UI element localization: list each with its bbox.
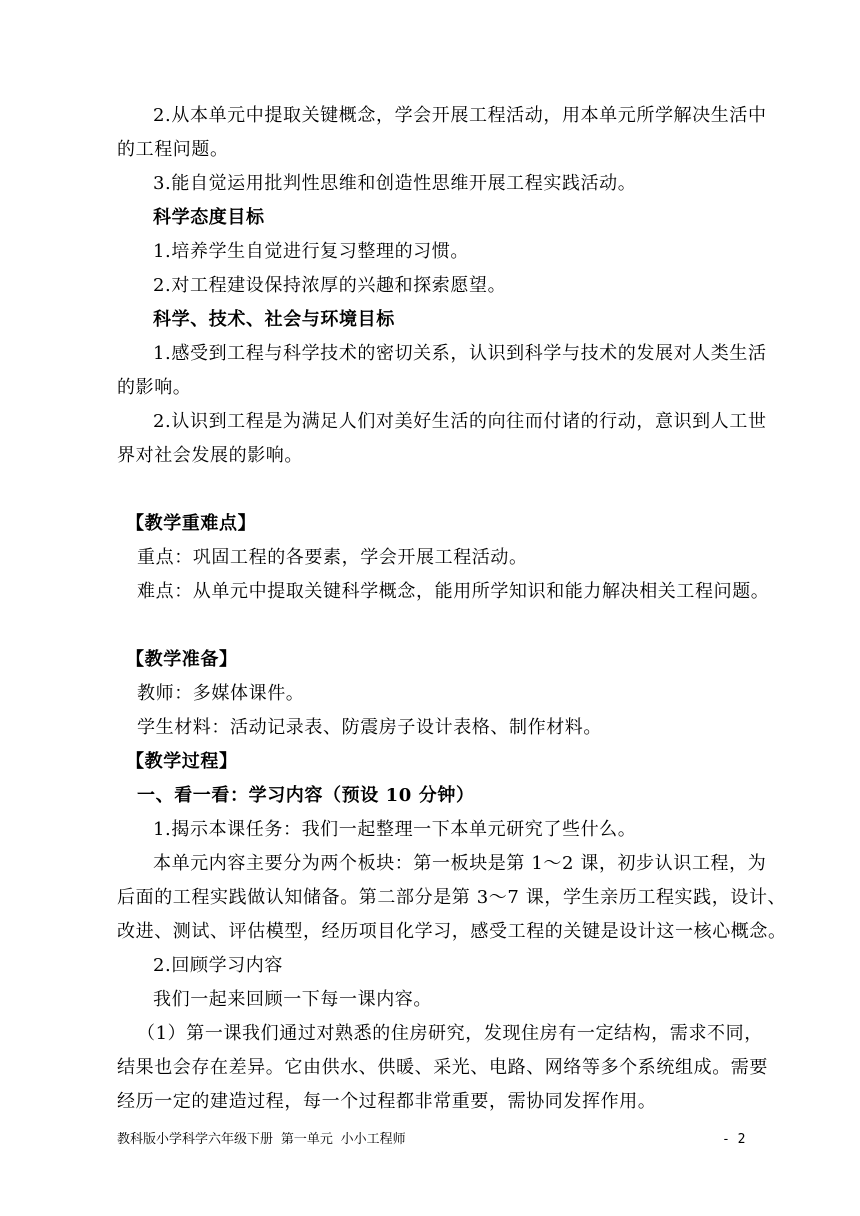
text-line: 本单元内容主要分为两个板块：第一板块是第 1～2 课，初步认识工程，为	[153, 853, 767, 874]
text-line: 1.感受到工程与科学技术的密切关系，认识到科学与技术的发展对人类生活	[153, 343, 767, 364]
section-heading: 一、看一看：学习内容（预设 10 分钟）	[137, 785, 475, 806]
text-line: 难点：从单元中提取关键科学概念，能用所学知识和能力解决相关工程问题。	[137, 581, 770, 602]
text-line: （1）第一课我们通过对熟悉的住房研究，发现住房有一定结构，需求不同，	[137, 1023, 763, 1044]
section-heading: 【教学过程】	[126, 751, 238, 772]
text-line: 后面的工程实践做认知储备。第二部分是第 3～7 课，学生亲历工程实践，设计、	[117, 887, 787, 908]
section-heading: 科学态度目标	[153, 207, 265, 228]
text-line: 学生材料：活动记录表、防震房子设计表格、制作材料。	[137, 717, 602, 738]
page-number: - 2	[722, 1132, 746, 1147]
text-line: 界对社会发展的影响。	[117, 445, 303, 466]
text-line: 2.对工程建设保持浓厚的兴趣和探索愿望。	[153, 275, 507, 296]
text-line: 经历一定的建造过程，每一个过程都非常重要，需协同发挥作用。	[117, 1091, 657, 1112]
section-heading: 科学、技术、社会与环境目标	[153, 309, 395, 330]
text-line: 的工程问题。	[117, 139, 229, 160]
text-line: 3.能自觉运用批判性思维和创造性思维开展工程实践活动。	[153, 173, 637, 194]
text-line: 2.从本单元中提取关键概念，学会开展工程活动，用本单元所学解决生活中	[153, 105, 767, 126]
text-line: 我们一起来回顾一下每一课内容。	[153, 989, 432, 1010]
text-line: 2.回顾学习内容	[153, 955, 283, 976]
text-line: 1.培养学生自觉进行复习整理的习惯。	[153, 241, 469, 262]
text-line: 教师：多媒体课件。	[137, 683, 305, 704]
footer-text: 教科版小学科学六年级下册 第一单元 小小工程师	[117, 1132, 406, 1147]
text-line: 结果也会存在差异。它由供水、供暖、采光、电路、网络等多个系统组成。需要	[117, 1057, 768, 1078]
text-line: 1.揭示本课任务：我们一起整理一下本单元研究了些什么。	[153, 819, 637, 840]
text-line: 的影响。	[117, 377, 192, 398]
text-line: 改进、测试、评估模型，经历项目化学习，感受工程的关键是设计这一核心概念。	[117, 921, 787, 942]
text-line: 2.认识到工程是为满足人们对美好生活的向往而付诸的行动，意识到人工世	[153, 411, 767, 432]
section-heading: 【教学准备】	[126, 649, 238, 670]
section-heading: 【教学重难点】	[126, 513, 257, 534]
text-line: 重点：巩固工程的各要素，学会开展工程活动。	[137, 547, 528, 568]
